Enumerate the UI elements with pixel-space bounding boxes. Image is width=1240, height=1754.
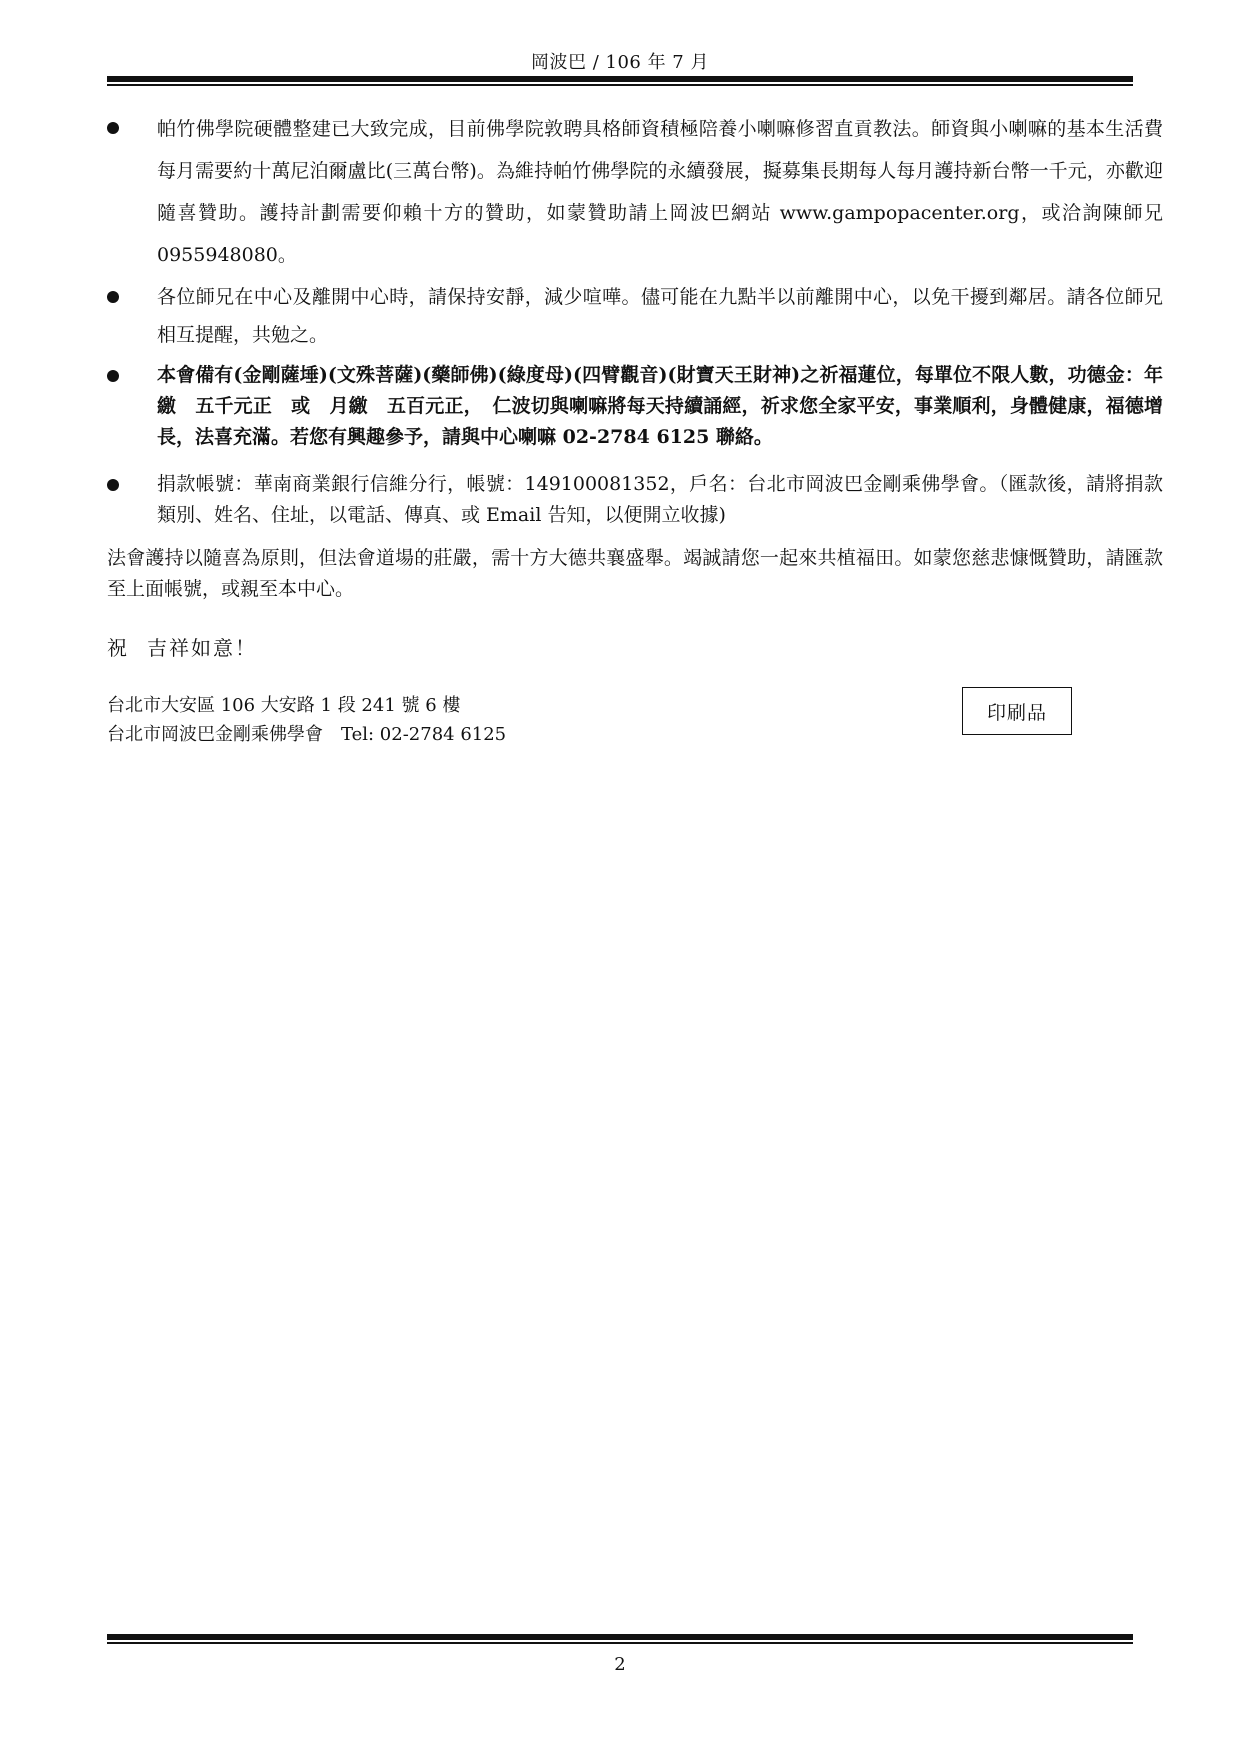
list-item-text: 帕竹佛學院硬體整建已大致完成，目前佛學院敦聘具格師資積極陪養小喇嘛修習直貢教法。師資與小喇嘛的基本生活費每月需要約十萬尼泊爾盧比(三萬台幣)。為維持帕竹佛學院的永續發展，擬募集長期每人每月護持新台幣一千元，亦歡迎隨喜贊助。護持計劃需要仰賴十方的贊助，如蒙贊助請上岡波巴網站 www.gampopacenter.org，或洽詢陳師兄 0955948080。 (157, 118, 1163, 266)
bullet-icon (107, 370, 119, 382)
bullet-icon (107, 122, 119, 134)
organization-line: 台北市岡波巴金剛乘佛學會 Tel: 02-2784 6125 (107, 724, 507, 745)
notice-list (107, 108, 1167, 531)
list-item-text: 本會備有(金剛薩埵)(文殊菩薩)(藥師佛)(綠度母)(四臂觀音)(財寶天王財神)之祈福蓮位，每單位不限人數，功德金：年繳 五千元正 或 月繳 五百元正， 仁波切與喇嘛將每天持續誦經，祈求您全家平安，事業順利，身體健康，福德增長，法喜充滿。若您有興趣參予，請與中心喇嘛 02-2784 6125 聯絡。 (157, 364, 1163, 448)
bullet-icon (107, 291, 119, 303)
header-divider-thin (107, 84, 1133, 86)
greeting-wish: 吉祥如意！ (147, 636, 257, 660)
footer-divider-thick (107, 1634, 1133, 1640)
list-item-text: 各位師兄在中心及離開中心時，請保持安靜，減少喧嘩。儘可能在九點半以前離開中心，以免干擾到鄰居。請各位師兄相互提醒，共勉之。 (157, 286, 1163, 346)
header-divider-thick (107, 76, 1133, 82)
list-item-text: 捐款帳號：華南商業銀行信維分行，帳號：149100081352，戶名：台北市岡波巴金剛乘佛學會。（匯款後，請將捐款類別、姓名、住址，以電話、傳真、或 Email 告知，以便開立收據) (157, 473, 1163, 526)
list-item-donation-account (107, 469, 1163, 531)
address-line: 台北市大安區 106 大安路 1 段 241 號 6 樓 (107, 695, 461, 716)
contact-block (107, 691, 506, 749)
list-item-quiet-reminder (107, 278, 1163, 354)
greeting-line (107, 632, 257, 661)
list-item-blessing-lotus (107, 360, 1163, 453)
page-header-title: 岡波巴 / 106 年 7 月 (531, 52, 709, 73)
list-item-academy-support (107, 108, 1163, 276)
footer-divider-thin (107, 1642, 1133, 1644)
bullet-icon (107, 479, 119, 491)
page-number: 2 (614, 1654, 626, 1675)
printed-matter-stamp: 印刷品 (962, 687, 1072, 735)
greeting-prefix: 祝 (107, 636, 129, 660)
closing-paragraph: 法會護持以隨喜為原則，但法會道場的莊嚴，需十方大德共襄盛舉。竭誠請您一起來共植福田。如蒙您慈悲慷慨贊助，請匯款至上面帳號，或親至本中心。 (107, 547, 1163, 600)
